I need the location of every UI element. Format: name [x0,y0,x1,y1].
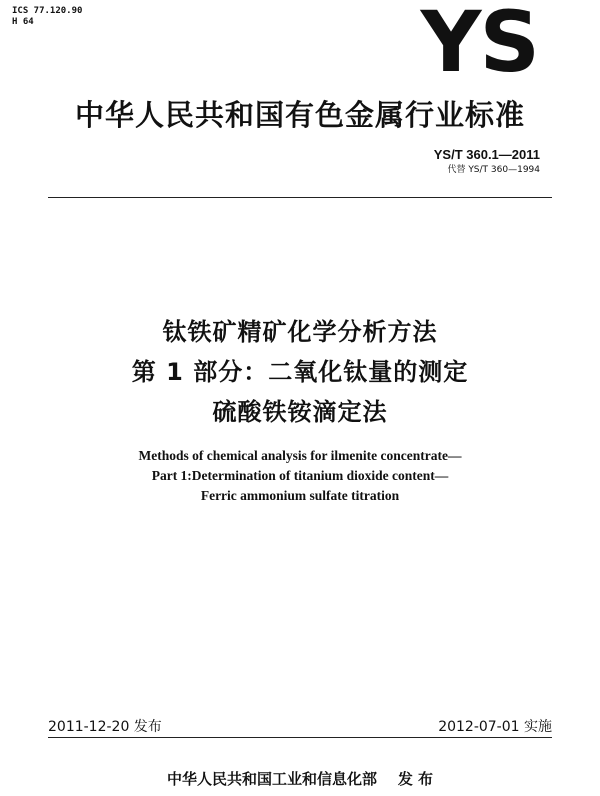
title-en-line-3: Ferric ammonium sulfate titration [200,488,400,503]
ccs-code: H 64 [12,17,34,27]
standard-number: YS/T 360.1—2011 [433,147,540,162]
ics-code: ICS 77.120.90 [12,6,83,16]
title-en-line-1: Methods of chemical analysis for ilmenite concentrate— [138,448,462,463]
ys-logo: YS [420,0,538,91]
organization-title: 中华人民共和国有色金属行业标准 [74,98,525,132]
title-zh-line-2: 第 1 部分：二氧化钛量的测定 [131,358,469,386]
implement-date: 2012-07-01 实施 [438,719,552,735]
title-en-line-2: Part 1:Determination of titanium dioxide content— [151,468,449,483]
issue-date: 2011-12-20 发布 [48,719,162,735]
classification-codes [12,6,82,28]
replaces-standard: 代替 YS/T 360—1994 [447,165,540,175]
footer-divider [48,737,552,738]
issuing-authority: 中华人民共和国工业和信息化部 发 布 [166,770,434,788]
header-divider [48,197,552,198]
title-zh-line-1: 钛铁矿精矿化学分析方法 [162,318,438,346]
title-zh-line-3: 硫酸铁铵滴定法 [212,398,388,426]
